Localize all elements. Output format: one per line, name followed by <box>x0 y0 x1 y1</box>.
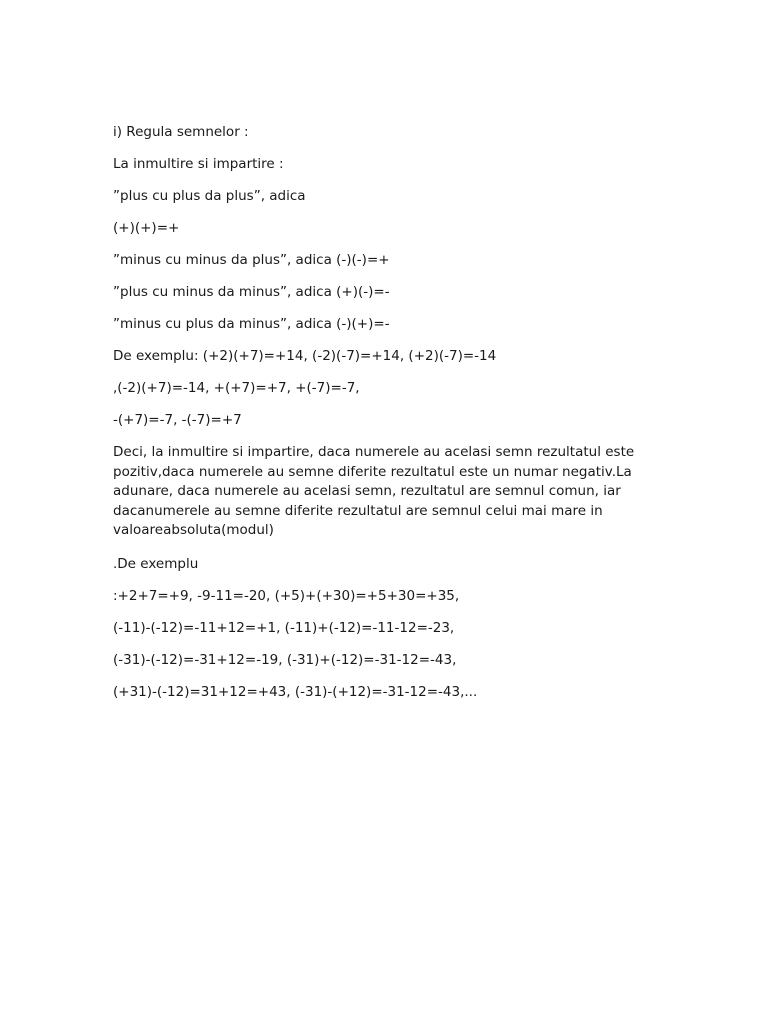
paragraph-line: dacanumerele au semne diferite rezultatul are semnul celui mai mare in <box>113 502 603 519</box>
text-line: ,(-2)(+7)=-14, +(+7)=+7, +(-7)=-7, <box>113 380 360 396</box>
text-line: (+31)-(-12)=31+12=+43, (-31)-(+12)=-31-12=-43,... <box>113 683 478 700</box>
paragraph-line: valoareabsoluta(modul) <box>113 522 274 538</box>
text-line: (+)(+)=+ <box>113 220 180 236</box>
text-line: -(+7)=-7, -(-7)=+7 <box>113 412 242 428</box>
text-line: La inmultire si impartire : <box>113 156 284 172</box>
text-line: ”minus cu plus da minus”, adica (-)(+)=- <box>113 316 390 332</box>
text-line: .De exemplu <box>113 555 199 572</box>
paragraph-line: adunare, daca numerele au acelasi semn, rezultatul are semnul comun, iar <box>113 483 621 499</box>
document-body <box>113 123 653 715</box>
text-line: (-11)-(-12)=-11+12=+1, (-11)+(-12)=-11-12=-23, <box>113 619 455 636</box>
paragraph-line: Deci, la inmultire si impartire, daca numerele au acelasi semn rezultatul este <box>113 444 635 460</box>
text-line: :+2+7=+9, -9-11=-20, (+5)+(+30)=+5+30=+35, <box>113 587 460 604</box>
text-line: ”plus cu minus da minus”, adica (+)(-)=- <box>113 284 390 300</box>
section-heading: i) Regula semnelor : <box>113 124 249 140</box>
explanation-paragraph <box>113 443 653 541</box>
text-line: (-31)-(-12)=-31+12=-19, (-31)+(-12)=-31-12=-43, <box>113 651 457 668</box>
text-line: ”plus cu plus da plus”, adica <box>113 188 306 204</box>
text-line: De exemplu: (+2)(+7)=+14, (-2)(-7)=+14, (+2)(-7)=-14 <box>113 348 497 364</box>
paragraph-line: pozitiv,daca numerele au semne diferite rezultatul este un numar negativ.La <box>113 463 632 480</box>
text-line: ”minus cu minus da plus”, adica (-)(-)=+ <box>113 252 390 268</box>
